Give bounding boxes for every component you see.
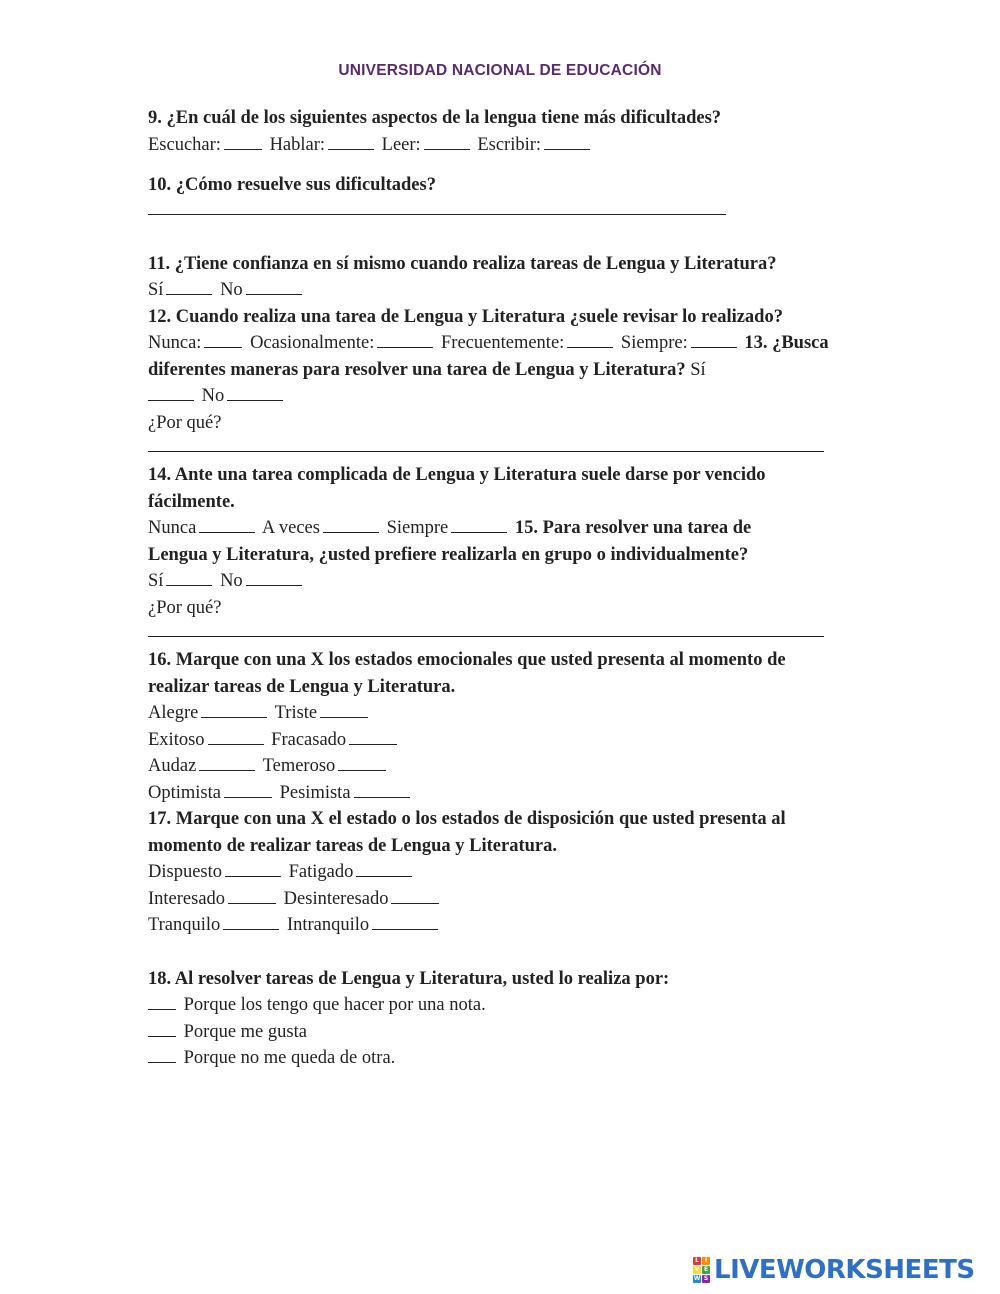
why-label: ¿Por qué? [148, 412, 222, 433]
option-label: Optimista [148, 782, 221, 803]
question-15-continued: Lengua y Literatura, ¿usted prefiere realizarla en grupo o individualmente? [148, 544, 749, 565]
reason-option [148, 1019, 838, 1046]
option-label: Escuchar: [148, 134, 221, 155]
option-label: Siempre: [620, 333, 688, 353]
option-label: Temeroso [262, 756, 336, 776]
option-label: Hablar: [269, 134, 326, 155]
logo-mark-cell: I [702, 1257, 710, 1265]
question-15: 15. Para resolver una tarea de [514, 518, 752, 538]
answer-blank-escribir[interactable] [544, 133, 590, 150]
answer-blank-ocasionalmente[interactable] [377, 331, 433, 348]
logo-mark-cell: E [703, 1266, 709, 1273]
answer-blank-fatigado[interactable] [356, 860, 412, 877]
reason-option [148, 992, 838, 1019]
answer-blank-interesado[interactable] [228, 887, 276, 904]
answer-blank-reason-1[interactable] [148, 993, 176, 1010]
option-label: Interesado [148, 888, 226, 909]
worksheet-body [148, 105, 838, 1072]
answer-blank-no[interactable] [246, 278, 302, 295]
question-9: 9. ¿En cuál de los siguientes aspectos de la lengua tiene más dificultades? [148, 108, 722, 128]
logo-mark-cell: W [693, 1275, 701, 1282]
question-13: ¿Busca diferentes maneras para resolver una tarea de Lengua y Literatura? [148, 333, 829, 380]
answer-blank-dispuesto[interactable] [225, 860, 281, 877]
option-label: Fatigado [288, 862, 354, 882]
reason-option [148, 1045, 838, 1072]
emotion-row [148, 700, 838, 727]
answer-blank-no[interactable] [227, 384, 283, 401]
option-label: A veces [261, 518, 320, 538]
question-10: 10. ¿Cómo resuelve sus dificultades? [148, 175, 436, 195]
answer-blank-temeroso[interactable] [338, 754, 386, 771]
answer-blank-nunca[interactable] [199, 516, 255, 533]
option-label: No [220, 280, 243, 300]
option-label: Pesimista [279, 782, 351, 803]
logo-text: LIVEWORKSHEETS [714, 1255, 975, 1285]
logo-mark-cell: S [703, 1275, 709, 1282]
option-label: Desinteresado [283, 888, 389, 909]
option-label: Nunca [148, 518, 197, 538]
answer-blank-reason-3[interactable] [148, 1046, 176, 1063]
question-12: 12. Cuando realiza una tarea de Lengua y Literatura ¿suele revisar lo realizado? [148, 306, 783, 327]
answer-blank-siempre[interactable] [451, 516, 507, 533]
option-label: Intranquilo [286, 915, 370, 935]
emotion-row [148, 753, 838, 780]
option-label: Alegre [148, 703, 199, 723]
logo-mark-icon [693, 1257, 710, 1283]
question-9-answers [148, 132, 838, 159]
answer-blank-intranquilo[interactable] [372, 913, 438, 930]
answer-blank-nunca[interactable] [204, 331, 242, 348]
university-title: UNIVERSIDAD NACIONAL DE EDUCACIÓN [338, 62, 662, 79]
answer-blank-triste[interactable] [320, 701, 368, 718]
option-label: Sí [148, 571, 164, 591]
emotion-row [148, 780, 838, 807]
option-label: Sí [690, 359, 706, 380]
answer-blank-audaz[interactable] [199, 754, 255, 771]
liveworksheets-logo [693, 1255, 975, 1285]
disposition-row [148, 859, 838, 886]
why-label: ¿Por qué? [148, 597, 222, 618]
answer-blank-siempre[interactable] [691, 331, 737, 348]
answer-blank-alegre[interactable] [201, 701, 267, 718]
question-17: 17. Marque con una X el estado o los estados de disposición que usted presenta al momento de realizar tareas de Lengua y Literatura. [148, 809, 786, 856]
answer-blank-pesimista[interactable] [354, 781, 410, 798]
option-label: No [201, 386, 225, 406]
option-label: Tranquilo [148, 915, 221, 935]
disposition-row [148, 912, 838, 939]
option-label: Porque los tengo que hacer por una nota. [183, 995, 486, 1015]
question-12-13-paragraph [148, 330, 838, 410]
option-label: Ocasionalmente: [250, 333, 375, 353]
question-13-number: 13. [744, 333, 768, 353]
option-label: Frecuentemente: [441, 333, 565, 353]
question-14-15-paragraph [148, 515, 838, 568]
answer-blank-exitoso[interactable] [208, 728, 264, 745]
answer-blank-tranquilo[interactable] [223, 913, 279, 930]
answer-blank-optimista[interactable] [224, 781, 272, 798]
option-label: Escribir: [477, 134, 542, 155]
disposition-row [148, 886, 838, 913]
option-label: Porque no me queda de otra. [183, 1048, 396, 1068]
option-label: Nunca: [148, 333, 202, 353]
answer-line-q13[interactable] [148, 436, 838, 462]
emotion-row [148, 727, 838, 754]
question-16: 16. Marque con una X los estados emocionales que usted presenta al momento de realizar tareas de Lengua y Literatura. [148, 650, 786, 697]
option-label: No [220, 571, 243, 591]
answer-blank-si[interactable] [166, 278, 212, 295]
answer-blank-frecuentemente[interactable] [567, 331, 613, 348]
answer-blank-si[interactable] [166, 569, 212, 586]
answer-blank-reason-2[interactable] [148, 1020, 176, 1037]
answer-line-q15[interactable] [148, 621, 838, 647]
option-label: Audaz [148, 756, 197, 776]
option-label: Sí [148, 280, 164, 300]
logo-mark-cell: L [693, 1257, 701, 1265]
answer-blank-desinteresado[interactable] [391, 887, 439, 904]
question-15-answers [148, 568, 838, 595]
option-label: Fracasado [271, 729, 347, 750]
option-label: Leer: [381, 134, 421, 155]
logo-mark-cell: V [694, 1266, 700, 1273]
question-18: 18. Al resolver tareas de Lengua y Literatura, usted lo realiza por: [148, 968, 670, 989]
question-14: 14. Ante una tarea complicada de Lengua y Literatura suele darse por vencido fácilmente. [148, 465, 766, 512]
answer-blank-escuchar[interactable] [224, 133, 262, 150]
option-label: Triste [274, 703, 318, 723]
answer-blank-a-veces[interactable] [323, 516, 379, 533]
answer-blank-no[interactable] [246, 569, 302, 586]
answer-line-q10[interactable] [148, 199, 838, 225]
answer-blank-si[interactable] [148, 384, 194, 401]
option-label: Siempre [386, 518, 449, 538]
answer-blank-leer[interactable] [424, 133, 470, 150]
question-11-answers [148, 277, 838, 304]
option-label: Porque me gusta [183, 1021, 307, 1042]
option-label: Exitoso [148, 729, 205, 750]
question-11: 11. ¿Tiene confianza en sí mismo cuando realiza tareas de Lengua y Literatura? [148, 253, 777, 274]
answer-blank-fracasado[interactable] [349, 728, 397, 745]
option-label: Dispuesto [148, 862, 222, 882]
answer-blank-hablar[interactable] [328, 133, 374, 150]
